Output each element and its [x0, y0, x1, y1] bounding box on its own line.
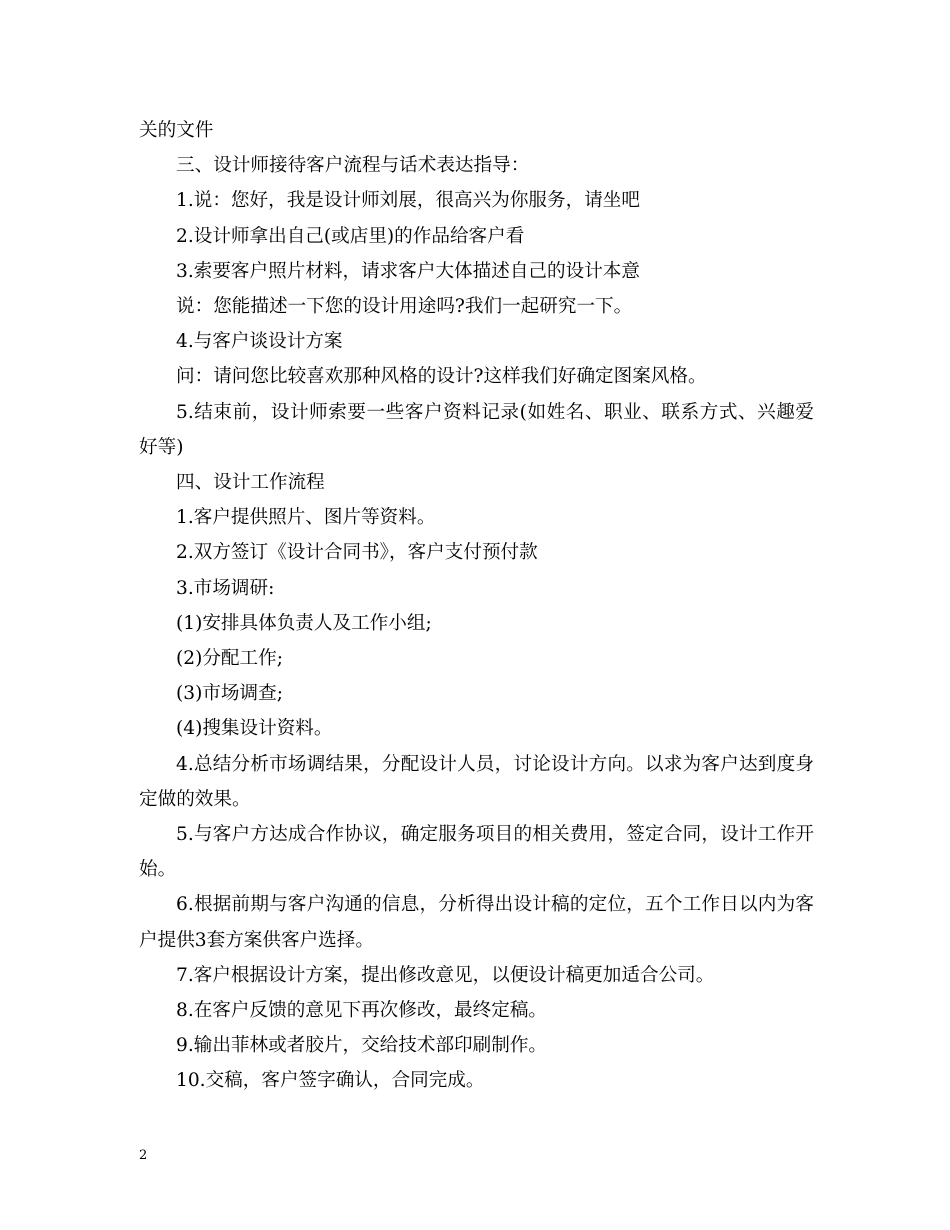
paragraph-continuation: 关的文件: [139, 120, 214, 141]
paragraph-workflow-3-sub-4: (4)搜集设计资料。: [176, 718, 333, 740]
paragraph-step-2: 2.设计师拿出自己(或店里)的作品给客户看: [176, 225, 525, 247]
paragraph-step-4: 4.与客户谈设计方案: [176, 331, 343, 353]
paragraph-step-3: 3.索要客户照片材料，请求客户大体描述自己的设计本意: [176, 260, 640, 282]
paragraph-workflow-10: 10.交稿，客户签字确认，合同完成。: [176, 1070, 485, 1092]
paragraph-workflow-2: 2.双方签订《设计合同书》，客户支付预付款: [176, 542, 538, 564]
paragraph-workflow-5: 5.与客户方达成合作协议，确定服务项目的相关费用，签定合同，设计工作开始。: [139, 824, 814, 881]
paragraph-workflow-3-sub-1: (1)安排具体负责人及工作小组;: [176, 612, 432, 634]
paragraph-workflow-3-sub-3: (3)市场调查;: [176, 683, 283, 705]
section-heading-reception: 三、设计师接待客户流程与话术表达指导：: [176, 155, 530, 177]
paragraph-workflow-7: 7.客户根据设计方案，提出修改意见，以便设计稿更加适合公司。: [176, 964, 715, 986]
paragraph-step-4-question: 问：请问您比较喜欢那种风格的设计?这样我们好确定图案风格。: [176, 366, 707, 388]
paragraph-workflow-3: 3.市场调研:: [176, 577, 275, 599]
paragraph-workflow-6: 6.根据前期与客户沟通的信息，分析得出设计稿的定位，五个工作日以内为客户提供3套方案供客户选择。: [139, 894, 814, 951]
paragraph-workflow-1: 1.客户提供照片、图片等资料。: [176, 507, 436, 529]
paragraph-workflow-9: 9.输出菲林或者胶片，交给技术部印刷制作。: [176, 1035, 548, 1057]
paragraph-step-3-quote: 说：您能描述一下您的设计用途吗?我们一起研究一下。: [176, 296, 633, 318]
paragraph-step-1: 1.说：您好，我是设计师刘展，很高兴为你服务，请坐吧: [176, 190, 640, 212]
paragraph-step-5: 5.结束前，设计师索要一些客户资料记录(如姓名、职业、联系方式、兴趣爱好等): [139, 401, 814, 458]
page-number: 2: [139, 1148, 148, 1163]
paragraph-workflow-3-sub-2: (2)分配工作;: [176, 648, 283, 670]
section-heading-workflow: 四、设计工作流程: [176, 472, 325, 494]
document-body: [139, 113, 814, 1099]
paragraph-workflow-8: 8.在客户反馈的意见下再次修改，最终定稿。: [176, 1000, 548, 1022]
paragraph-workflow-4: 4.总结分析市场调结果，分配设计人员，讨论设计方向。以求为客户达到度身定做的效果。: [139, 753, 814, 810]
